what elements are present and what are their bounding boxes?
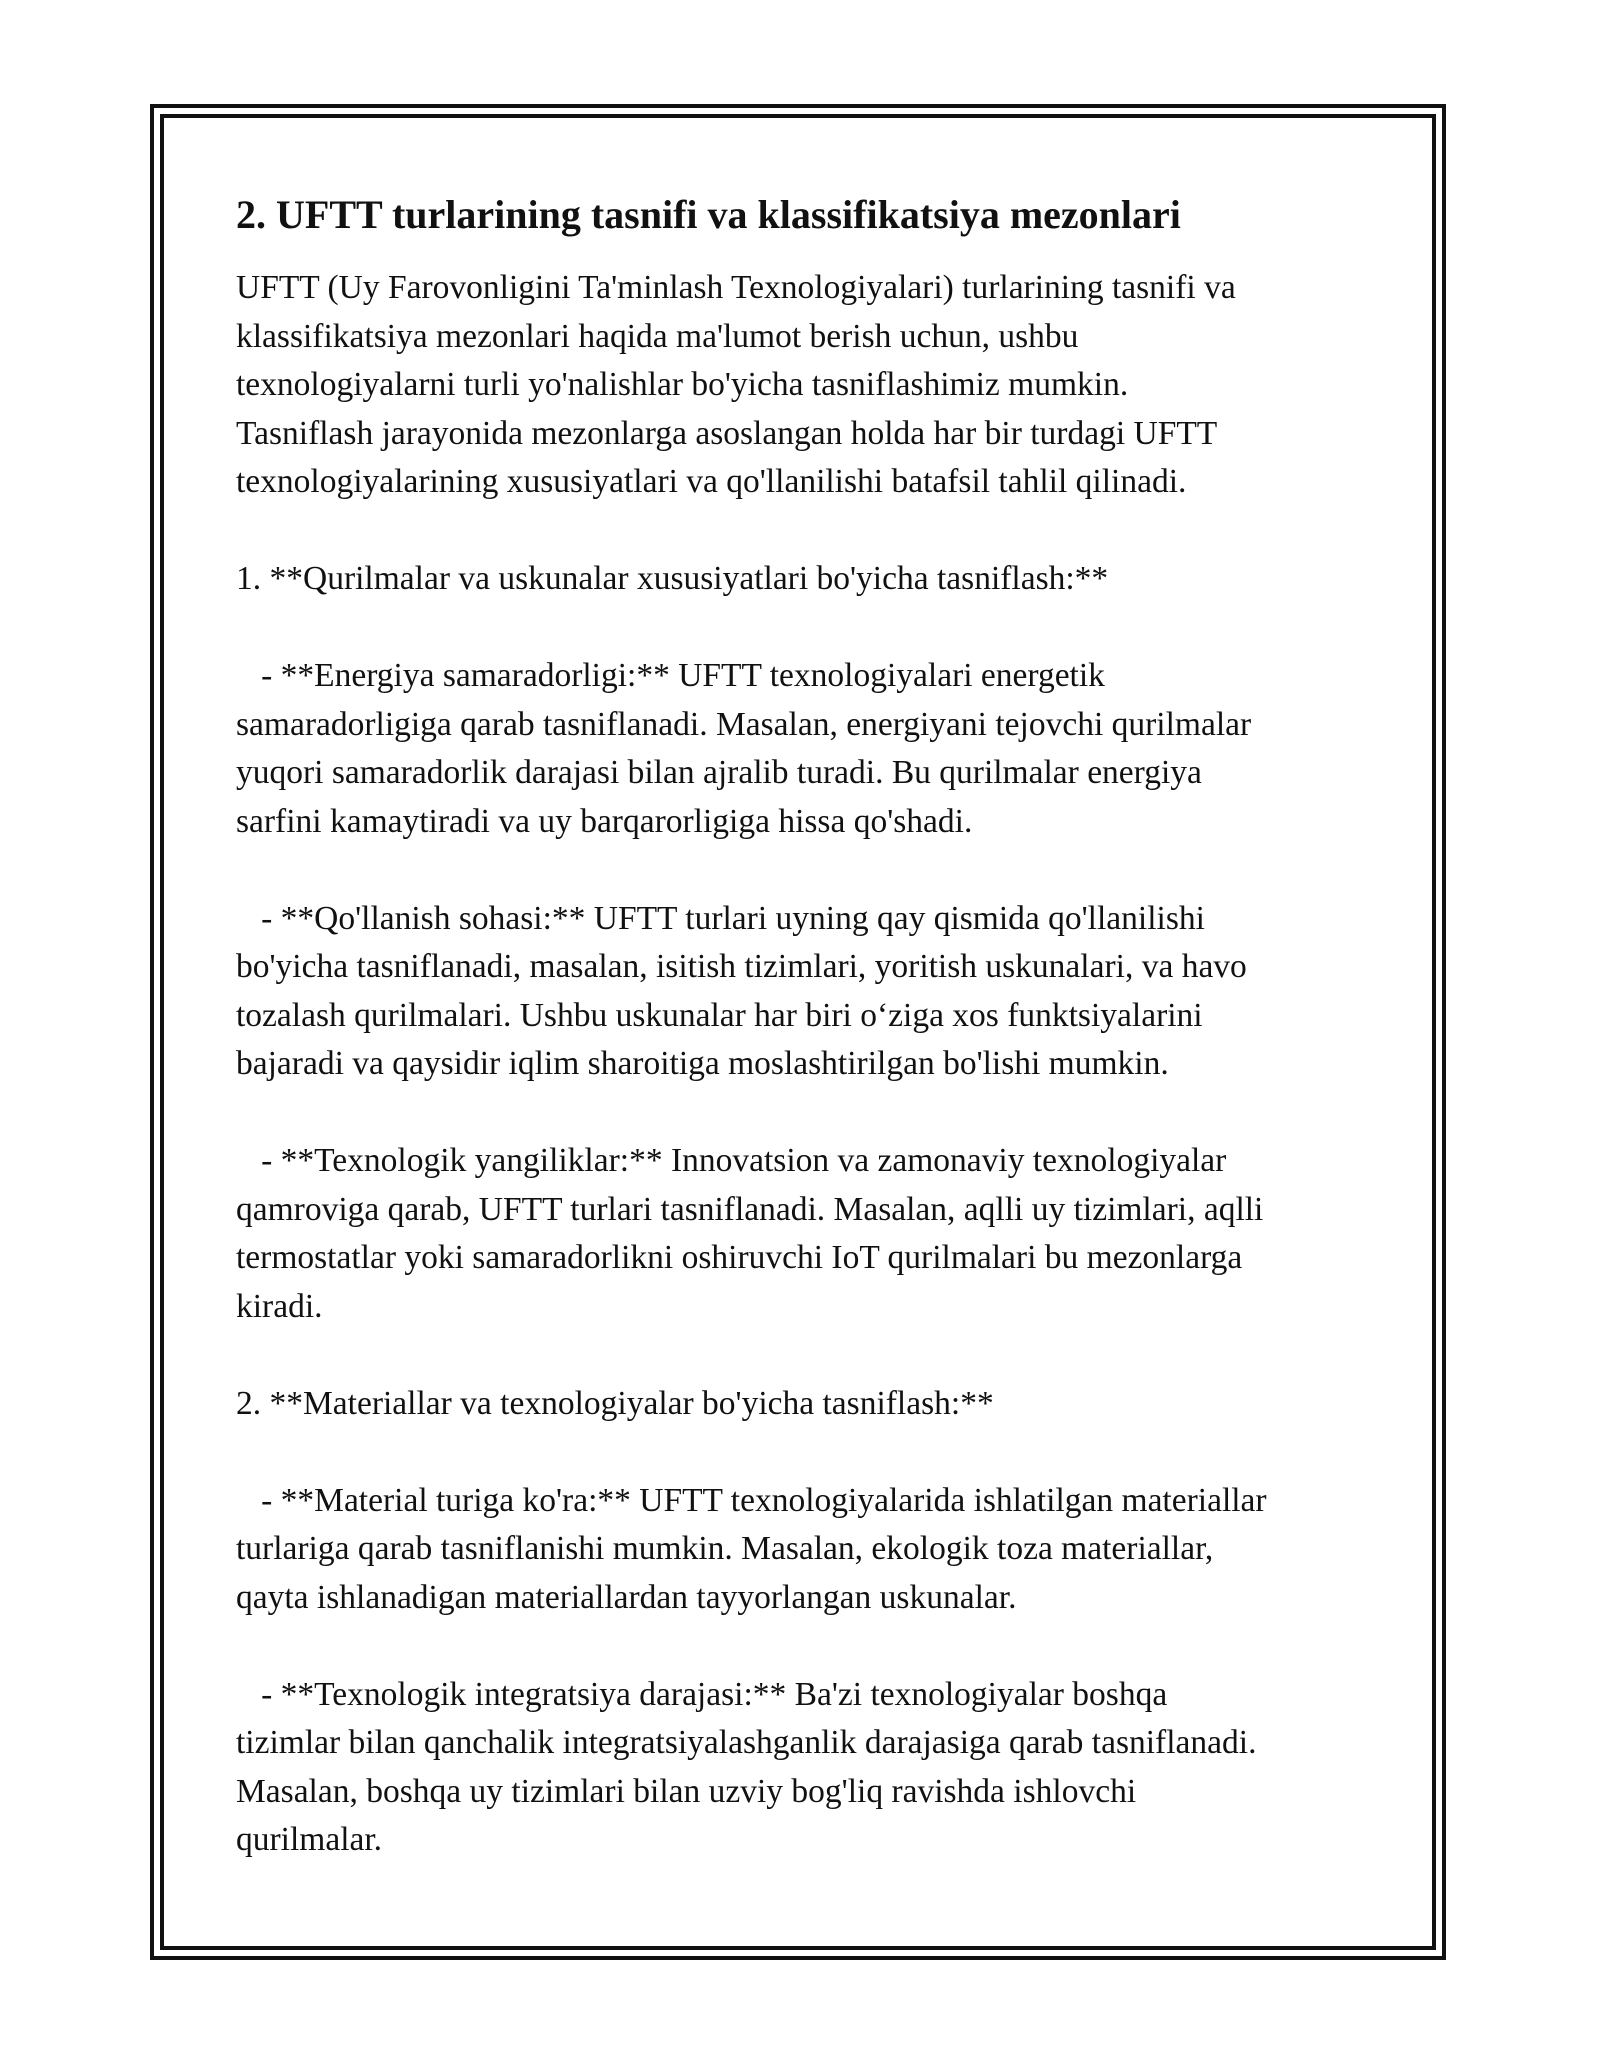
section-2-item-material: - **Material turiga ko'ra:** UFTT texnologiyalarida ishlatilgan materiallar turlariga qarab tasniflanishi mumkin. Masalan, ekologik toza materiallar, qayta ishlanadigan materiallardan tayyorlangan uskunalar.: [236, 1481, 1267, 1616]
section-1-item-innovation: - **Texnologik yangiliklar:** Innovatsion va zamonaviy texnologiyalar qamroviga qarab, UFTT turlari tasniflanadi. Masalan, aqlli uy tizimlari, aqlli termostatlar yoki samaradorlikni oshiruvchi IoT qurilmalari bu mezonlarga kiradi.: [236, 1142, 1264, 1325]
paragraph-spacer: [236, 507, 1376, 556]
section-2-item-integration: - **Texnologik integratsiya darajasi:** Ba'zi texnologiyalar boshqa tizimlar bilan qanchalik integratsiyalashganlik darajasiga qarab tasniflanadi. Masalan, boshqa uy tizimlari bilan uzviy bog'liq ravishda ishlovchi qurilmalar.: [236, 1675, 1257, 1858]
paragraph-spacer: [236, 1428, 1376, 1477]
document-body: [236, 180, 1376, 1865]
paragraph-spacer: [236, 1622, 1376, 1671]
section-1-item-application: - **Qo'llanish sohasi:** UFTT turlari uyning qay qismida qo'llanilishi bo'yicha tasniflanadi, masalan, isitish tizimlari, yoritish uskunalari, va havo tozalash qurilmalari. Ushbu uskunalar har biri o‘ziga xos funktsiyalarini bajaradi va qaysidir iqlim sharoitiga moslashtirilgan bo'lishi mumkin.: [236, 899, 1247, 1082]
document-title: 2. UFTT turlarining tasnifi va klassifikatsiya mezonlari: [236, 192, 1181, 237]
intro-paragraph: UFTT (Uy Farovonligini Ta'minlash Texnologiyalari) turlarining tasnifi va klassifikatsiya mezonlari haqida ma'lumot berish uchun, ushbu texnologiyalarni turli yo'nalishlar bo'yicha tasniflashimiz mumkin. Tasniflash jarayonida mezonlarga asoslangan holda har bir turdagi UFTT texnologiyalarining xususiyatlari va qo'llanilishi batafsil tahlil qilinadi.: [236, 269, 1236, 500]
paragraph-spacer: [236, 846, 1376, 895]
paragraph-spacer: [236, 1089, 1376, 1138]
section-1-item-energy: - **Energiya samaradorligi:** UFTT texnologiyalari energetik samaradorligiga qarab tasniflanadi. Masalan, energiyani tejovchi qurilmalar yuqori samaradorlik darajasi bilan ajralib turadi. Bu qurilmalar energiya sarfini kamaytiradi va uy barqarorligiga hissa qo'shadi.: [236, 657, 1252, 840]
section-1-heading: 1. **Qurilmalar va uskunalar xususiyatlari bo'yicha tasniflash:**: [236, 560, 1109, 597]
section-2-heading: 2. **Materiallar va texnologiyalar bo'yicha tasniflash:**: [236, 1384, 994, 1422]
paragraph-spacer: [236, 604, 1376, 653]
paragraph-spacer: [236, 1331, 1376, 1380]
